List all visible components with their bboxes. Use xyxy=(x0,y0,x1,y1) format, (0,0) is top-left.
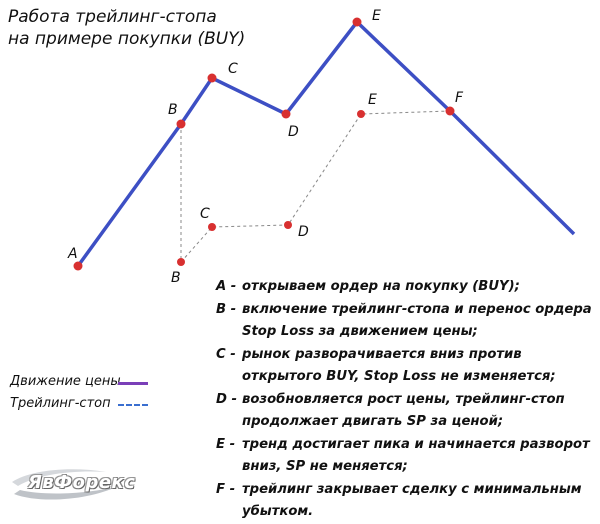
price-line xyxy=(78,22,574,266)
legend-price-swatch xyxy=(118,382,148,385)
description-b xyxy=(216,299,596,344)
description-f xyxy=(216,479,596,524)
price-point-e xyxy=(353,18,362,27)
title-line-1: Работа трейлинг-стопа xyxy=(8,7,217,27)
description-c xyxy=(216,344,596,389)
price-point-label-d: D xyxy=(288,124,299,140)
description-text: тренд достигает пика и начинается разворот вниз, SP не меняется; xyxy=(242,436,590,474)
price-line-group xyxy=(78,22,574,266)
description-key: A - xyxy=(216,279,237,294)
stop-point-label-d: D xyxy=(298,224,309,240)
stop-point-label-c: C xyxy=(200,206,210,222)
price-point-label-a: A xyxy=(68,246,78,262)
stop-point-c xyxy=(208,223,216,231)
price-point-label-f: F xyxy=(455,90,464,106)
description-key: B - xyxy=(216,301,237,317)
price-point-label-c: C xyxy=(228,61,238,77)
description-list xyxy=(216,276,596,524)
price-point-label-e: E xyxy=(372,8,381,24)
description-text: включение трейлинг-стопа и перенос ордера Stop Loss за движением цены; xyxy=(242,301,592,339)
price-point-label-b: B xyxy=(168,102,178,118)
description-key: E - xyxy=(216,436,236,452)
logo xyxy=(10,464,136,502)
stop-point-label-e: E xyxy=(368,92,377,108)
description-text: открываем ордер на покупку (BUY); xyxy=(242,279,520,294)
stop-point-d xyxy=(284,221,292,229)
legend-stop-label: Трейлинг-стоп xyxy=(10,396,111,411)
point-labels-group xyxy=(67,8,464,286)
description-d xyxy=(216,389,596,434)
stop-point-e xyxy=(357,110,365,118)
legend-stop-swatch xyxy=(118,404,148,406)
points-group xyxy=(74,18,455,271)
description-e xyxy=(216,434,596,479)
logo-text: ЯвФорекс xyxy=(28,472,136,493)
stop-point-b xyxy=(177,258,185,266)
description-text: возобновляется рост цены, трейлинг-стоп продолжает двигать SP за ценой; xyxy=(242,391,565,429)
description-key: C - xyxy=(216,346,236,362)
price-point-b xyxy=(177,120,186,129)
stop-point-label-b: B xyxy=(171,270,181,286)
title-line-2: на примере покупки (BUY) xyxy=(8,29,246,49)
description-key: D - xyxy=(216,391,238,407)
trailing-stop-line xyxy=(181,111,450,262)
price-point-c xyxy=(208,74,217,83)
description-a xyxy=(216,276,596,299)
description-text: рынок разворачивается вниз против открытого BUY, Stop Loss не изменяется; xyxy=(242,346,556,384)
description-text: трейлинг закрывает сделку с минимальным убытком. xyxy=(242,481,582,519)
legend-price-label: Движение цены xyxy=(10,374,121,389)
trailing-stop-line-group xyxy=(181,111,450,262)
price-point-a xyxy=(74,262,83,271)
price-point-d xyxy=(282,110,291,119)
description-key: F - xyxy=(216,481,236,497)
price-point-f xyxy=(446,107,455,116)
